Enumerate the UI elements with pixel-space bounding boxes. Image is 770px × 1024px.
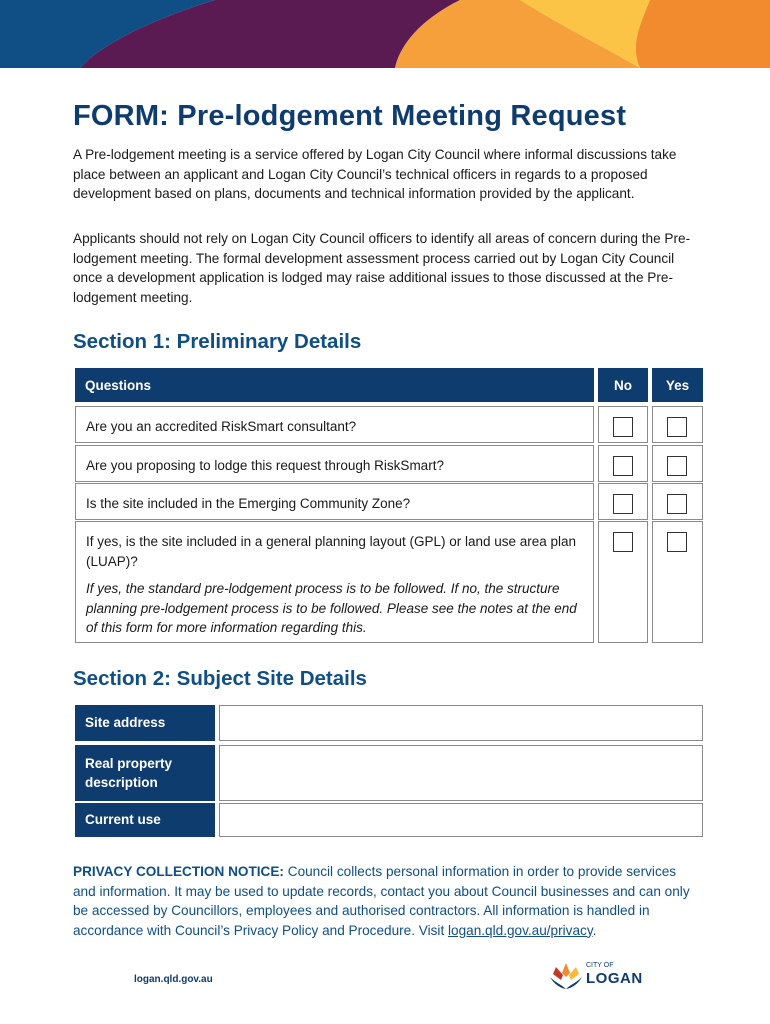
current-use-field[interactable] <box>219 803 703 837</box>
real-property-description-label: Real property description <box>75 745 215 801</box>
question-text: Are you an accredited RiskSmart consultant? <box>86 419 357 434</box>
yes-checkbox[interactable] <box>667 456 687 476</box>
yes-checkbox[interactable] <box>667 532 687 552</box>
yes-cell <box>652 521 703 643</box>
privacy-text: Council collects personal information in order to provide services and information. It may be used to update records, contact you about Council businesses and can only be accessed by Councillors, employees and authorised contractors. All information is handled in accordance with Council’s Privacy Policy and Procedure. Visit <box>73 864 690 938</box>
yes-cell <box>652 406 703 443</box>
intro-paragraph: Applicants should not rely on Logan City Council officers to identify all areas of concern during the Pre-lodgement meeting. The formal development assessment process carried out by Logan City Council once a development application is lodged may raise additional issues to those discussed at the Pre-lodgement meeting. <box>73 231 691 305</box>
privacy-link[interactable]: logan.qld.gov.au/privacy <box>448 922 593 938</box>
flower-logo-icon <box>548 961 584 991</box>
section-2-heading: Section 2: Subject Site Details <box>73 667 367 690</box>
site-address-label: Site address <box>75 705 215 741</box>
question-row <box>75 445 594 482</box>
privacy-label: PRIVACY COLLECTION NOTICE: <box>73 864 284 879</box>
footer-url: logan.qld.gov.au <box>134 974 213 985</box>
yes-checkbox[interactable] <box>667 494 687 514</box>
yes-header: Yes <box>652 368 703 402</box>
logo-city-of: CITY OF <box>586 962 614 969</box>
privacy-notice <box>73 862 693 940</box>
questions-header: Questions <box>75 368 594 402</box>
yes-cell <box>652 483 703 520</box>
question-text: Are you proposing to lodge this request through RiskSmart? <box>86 458 444 473</box>
yes-cell <box>652 445 703 482</box>
no-checkbox[interactable] <box>613 417 633 437</box>
page-title: FORM: Pre-lodgement Meeting Request <box>73 100 627 132</box>
no-cell <box>598 483 648 520</box>
logo-text: LOGAN <box>586 970 643 987</box>
no-checkbox[interactable] <box>613 532 633 552</box>
site-address-field[interactable] <box>219 705 703 741</box>
current-use-label: Current use <box>75 803 215 837</box>
no-header: No <box>598 368 648 402</box>
no-checkbox[interactable] <box>613 494 633 514</box>
intro-paragraph: A Pre-lodgement meeting is a service offered by Logan City Council where informal discussions take place between an applicant and Logan City Council’s technical officers in regards to a proposed development based on plans, documents and technical information provided by the applicant. <box>73 147 677 201</box>
header-banner <box>0 0 770 68</box>
question-text: If yes, is the site included in a general planning layout (GPL) or land use area plan (LUAP)? <box>86 534 577 569</box>
privacy-end: . <box>592 922 597 938</box>
no-cell <box>598 406 648 443</box>
question-row <box>75 521 594 643</box>
section-1-heading: Section 1: Preliminary Details <box>73 330 362 353</box>
no-checkbox[interactable] <box>613 456 633 476</box>
yes-checkbox[interactable] <box>667 417 687 437</box>
question-note: If yes, the standard pre-lodgement process is to be followed. If no, the structure planning pre-lodgement process is to be followed. Please see the notes at the end of this form for more information regarding this. <box>86 581 577 635</box>
no-cell <box>598 445 648 482</box>
real-property-description-field[interactable] <box>219 745 703 801</box>
question-text: Is the site included in the Emerging Community Zone? <box>86 496 411 511</box>
question-row <box>75 406 594 443</box>
no-cell <box>598 521 648 643</box>
question-row <box>75 483 594 520</box>
